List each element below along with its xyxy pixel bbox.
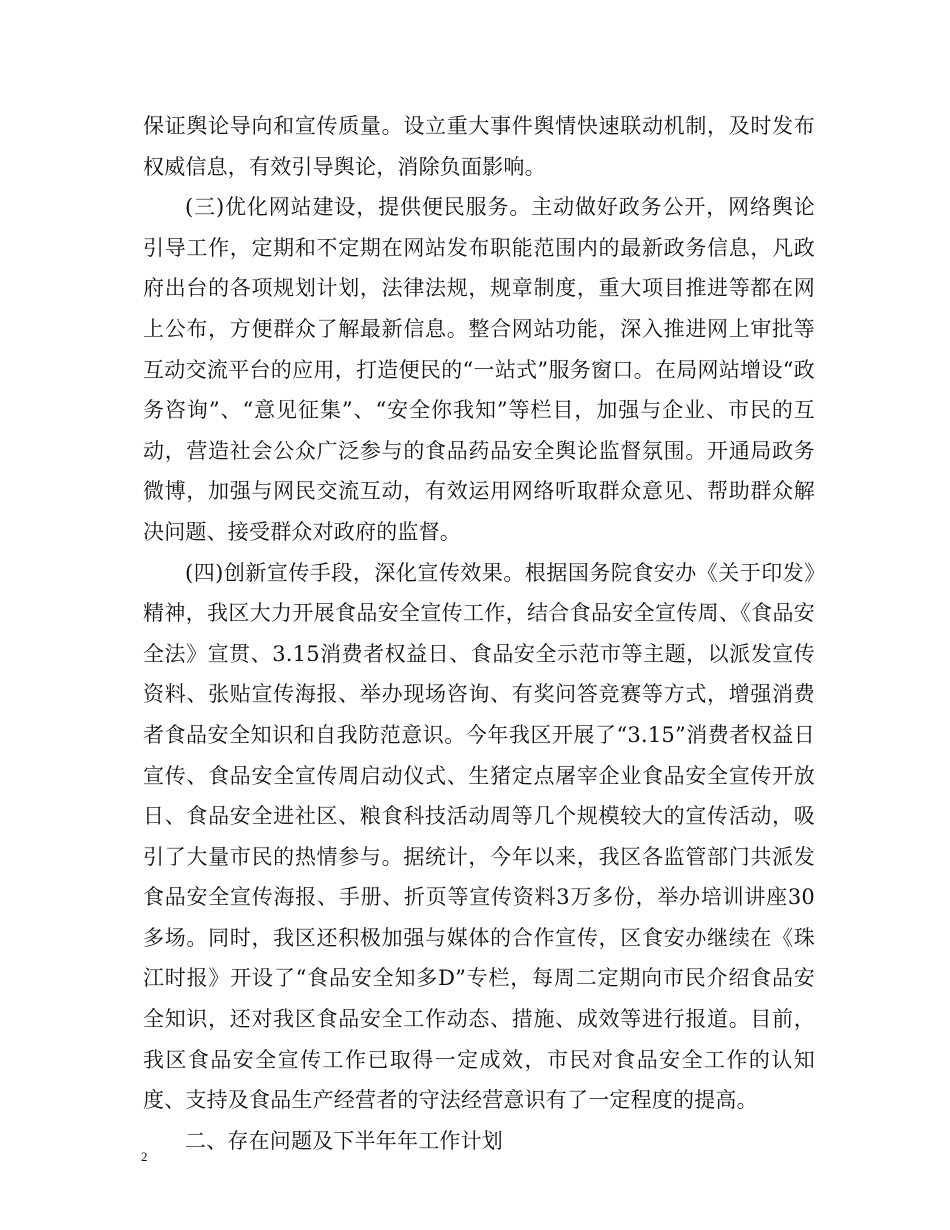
paragraph-website-construction: (三)优化网站建设，提供便民服务。主动做好政务公开，网络舆论引导工作，定期和不定期在网站发布职能范围内的最新政务信息，凡政府出台的各项规划计划，法律法规，规章制度，重大项目推进等都在网上公布，方便群众了解最新信息。整合网站功能，深入推进网上审批等互动交流平台的应用，打造便民的“一站式”服务窗口。在局网站增设“政务咨询”、“意见征集”、“安全你我知”等栏目，加强与企业、市民的互动，营造社会公众广泛参与的食品药品安全舆论监督氛围。开通局政务微博，加强与网民交流互动，有效运用网络听取群众意见、帮助群众解决问题、接受群众对政府的监督。 <box>143 195 815 544</box>
page-number: 2 <box>141 1149 148 1164</box>
paragraph-publicity-innovation: (四)创新宣传手段，深化宣传效果。根据国务院食安办《关于印发》精神，我区大力开展食品安全宣传工作，结合食品安全宣传周、《食品安全法》宣贯、3.15消费者权益日、食品安全示范市等主题，以派发宣传资料、张贴宣传海报、举办现场咨询、有奖问答竞赛等方式，增强消费者食品安全知识和自我防范意识。今年我区开展了“3.15”消费者权益日宣传、食品安全宣传周启动仪式、生猪定点屠宰企业食品安全宣传开放日、食品安全进社区、粮食科技活动周等几个规模较大的宣传活动，吸引了大量市民的热情参与。据统计，今年以来，我区各监管部门共派发食品安全宣传海报、手册、折页等宣传资料3万多份，举办培训讲座30多场。同时，我区还积极加强与媒体的合作宣传，区食安办继续在《珠江时报》开设了“食品安全知多D”专栏，每周二定期向市民介绍食品安全知识，还对我区食品安全工作动态、措施、成效等进行报道。目前，我区食品安全宣传工作已取得一定成效，市民对食品安全工作的认知度、支持及食品生产经营者的守法经营意识有了一定程度的提高。 <box>143 560 815 1113</box>
section-heading-problems-and-plans: 二、存在问题及下半年年工作计划 <box>185 1128 503 1153</box>
paragraph-public-opinion: 保证舆论导向和宣传质量。设立重大事件舆情快速联动机制，及时发布权威信息，有效引导舆论，消除负面影响。 <box>143 114 815 179</box>
document-body <box>143 106 815 1161</box>
